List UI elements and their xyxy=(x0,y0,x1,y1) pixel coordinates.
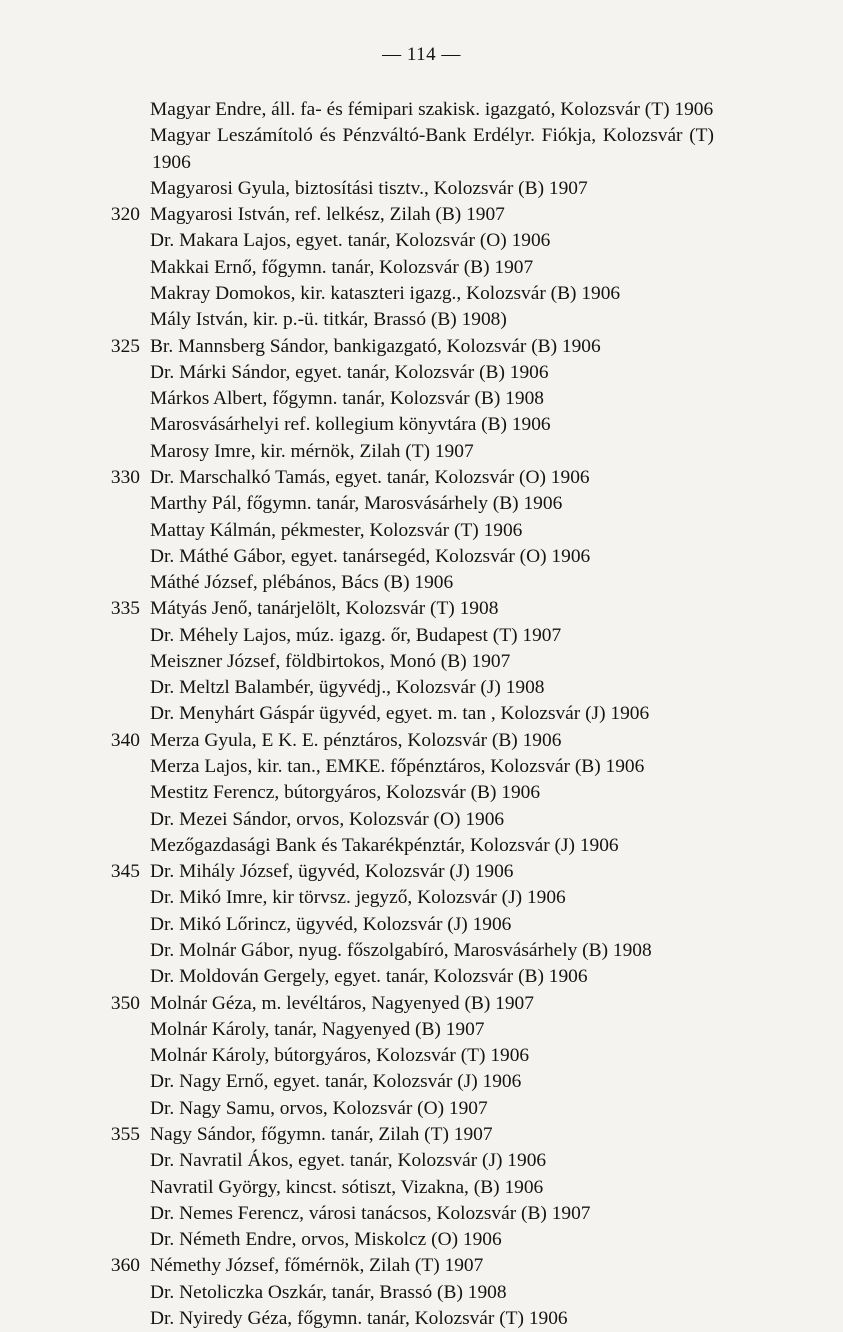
list-item xyxy=(102,491,714,517)
entry-text: Mátyás Jenő, tanárjelölt, Kolozsvár (T) 1908 xyxy=(150,598,499,620)
list-item xyxy=(102,1280,714,1306)
entry-text: Molnár Géza, m. levéltáros, Nagyenyed (B) 1907 xyxy=(150,992,534,1014)
page-number: — 114 — xyxy=(382,44,461,65)
entry-number: 335 xyxy=(110,598,140,620)
list-item xyxy=(102,728,714,754)
entry-number: 345 xyxy=(110,861,140,883)
list-item xyxy=(102,1227,714,1253)
list-item xyxy=(102,1253,714,1279)
entry-text: Dr. Nagy Ernő, egyet. tanár, Kolozsvár (J) 1906 xyxy=(150,1071,522,1093)
list-item xyxy=(102,1043,714,1069)
list-item xyxy=(102,991,714,1017)
list-item xyxy=(102,176,714,202)
entry-text: Márkos Albert, főgymn. tanár, Kolozsvár (B) 1908 xyxy=(150,388,544,410)
list-item xyxy=(102,1175,714,1201)
list-item xyxy=(102,1096,714,1122)
list-item xyxy=(102,544,714,570)
entry-text: Makkai Ernő, főgymn. tanár, Kolozsvár (B) 1907 xyxy=(150,256,534,278)
entry-text: Máthé József, plébános, Bács (B) 1906 xyxy=(150,572,454,594)
list-item xyxy=(102,596,714,622)
entry-text: Mestitz Ferencz, bútorgyáros, Kolozsvár (B) 1906 xyxy=(150,782,541,804)
list-item xyxy=(102,334,714,360)
entry-number: 340 xyxy=(110,729,140,751)
list-item xyxy=(102,1017,714,1043)
entry-text: Dr. Marschalkó Tamás, egyet. tanár, Kolozsvár (O) 1906 xyxy=(150,466,590,488)
entry-text: Magyar Leszámítoló és Pénzváltó-Bank Erdélyr. Fiókja, Kolozsvár (T) 1906 xyxy=(150,125,714,173)
entry-text: Dr. Méhely Lajos, múz. igazg. őr, Budapest (T) 1907 xyxy=(150,624,562,646)
list-item xyxy=(102,123,714,176)
list-item xyxy=(102,1122,714,1148)
entry-number: 355 xyxy=(110,1123,140,1145)
entry-text: Dr. Mihály József, ügyvéd, Kolozsvár (J) 1906 xyxy=(150,861,514,883)
list-item xyxy=(102,807,714,833)
entry-text: Magyarosi István, ref. lelkész, Zilah (B) 1907 xyxy=(150,204,505,226)
list-item xyxy=(102,859,714,885)
entry-text: Magyar Endre, áll. fa- és fémipari szakisk. igazgató, Kolozsvár (T) 1906 xyxy=(150,99,714,120)
list-item xyxy=(102,675,714,701)
entry-text: Navratil György, kincst. sótiszt, Vizakna, (B) 1906 xyxy=(150,1176,544,1198)
entry-number: 330 xyxy=(110,466,140,488)
list-item xyxy=(102,780,714,806)
entry-text: Dr. Molnár Gábor, nyug. főszolgabíró, Marosvásárhely (B) 1908 xyxy=(150,940,652,961)
entry-text: Dr. Nyiredy Géza, főgymn. tanár, Kolozsvár (T) 1906 xyxy=(150,1307,568,1329)
entry-text: Dr. Máthé Gábor, egyet. tanársegéd, Kolozsvár (O) 1906 xyxy=(150,545,591,567)
entry-text: Mattay Kálmán, pékmester, Kolozsvár (T) 1906 xyxy=(150,519,523,541)
list-item xyxy=(102,964,714,990)
list-item xyxy=(102,281,714,307)
entry-number: 350 xyxy=(110,992,140,1014)
entry-text: Mezőgazdasági Bank és Takarékpénztár, Kolozsvár (J) 1906 xyxy=(150,834,619,856)
member-list xyxy=(102,97,714,1332)
entry-text: Marthy Pál, főgymn. tanár, Marosvásárhely (B) 1906 xyxy=(150,493,563,515)
list-item xyxy=(102,307,714,333)
entry-text: Dr. Meltzl Balambér, ügyvédj., Kolozsvár (J) 1908 xyxy=(150,677,545,699)
list-item xyxy=(102,912,714,938)
entry-number: 325 xyxy=(110,335,140,357)
list-item xyxy=(102,701,714,727)
entry-text: Molnár Károly, tanár, Nagyenyed (B) 1907 xyxy=(150,1018,485,1040)
list-item xyxy=(102,97,714,123)
entry-number: 320 xyxy=(110,204,140,226)
entry-text: Meiszner József, földbirtokos, Monó (B) 1907 xyxy=(150,650,511,672)
entry-text: Dr. Netoliczka Oszkár, tanár, Brassó (B) 1908 xyxy=(150,1281,507,1303)
entry-text: Dr. Márki Sándor, egyet. tanár, Kolozsvár (B) 1906 xyxy=(150,361,549,383)
list-item xyxy=(102,412,714,438)
list-item xyxy=(102,439,714,465)
list-item xyxy=(102,1306,714,1332)
list-item xyxy=(102,1201,714,1227)
entry-text: Dr. Mikó Lőrincz, ügyvéd, Kolozsvár (J) 1906 xyxy=(150,913,512,935)
list-item xyxy=(102,570,714,596)
entry-text: Dr. Moldován Gergely, egyet. tanár, Kolozsvár (B) 1906 xyxy=(150,966,588,988)
list-item xyxy=(102,1148,714,1174)
entry-text: Molnár Károly, bútorgyáros, Kolozsvár (T) 1906 xyxy=(150,1045,530,1067)
entry-text: Dr. Navratil Ákos, egyet. tanár, Kolozsvár (J) 1906 xyxy=(150,1150,547,1172)
entry-text: Magyarosi Gyula, biztosítási tisztv., Kolozsvár (B) 1907 xyxy=(150,177,588,199)
list-item xyxy=(102,202,714,228)
list-item xyxy=(102,754,714,780)
entry-number: 360 xyxy=(110,1255,140,1277)
entry-text: Dr. Nemes Ferencz, városi tanácsos, Kolozsvár (B) 1907 xyxy=(150,1202,591,1224)
entry-text: Dr. Mezei Sándor, orvos, Kolozsvár (O) 1906 xyxy=(150,808,505,830)
entry-text: Merza Lajos, kir. tan., EMKE. főpénztáros, Kolozsvár (B) 1906 xyxy=(150,756,645,778)
list-item xyxy=(102,938,714,964)
list-item xyxy=(102,885,714,911)
entry-text: Merza Gyula, E K. E. pénztáros, Kolozsvár (B) 1906 xyxy=(150,729,562,751)
list-item xyxy=(102,1069,714,1095)
list-item xyxy=(102,465,714,491)
list-item xyxy=(102,833,714,859)
entry-text: Nagy Sándor, főgymn. tanár, Zilah (T) 1907 xyxy=(150,1123,493,1145)
entry-text: Dr. Mikó Imre, kir törvsz. jegyző, Kolozsvár (J) 1906 xyxy=(150,887,566,909)
entry-text: Némethy József, főmérnök, Zilah (T) 1907 xyxy=(150,1255,484,1277)
list-item xyxy=(102,360,714,386)
entry-text: Br. Mannsberg Sándor, bankigazgató, Kolozsvár (B) 1906 xyxy=(150,335,601,357)
list-item xyxy=(102,623,714,649)
entry-text: Dr. Nagy Samu, orvos, Kolozsvár (O) 1907 xyxy=(150,1097,488,1119)
entry-text: Marosvásárhelyi ref. kollegium könyvtára (B) 1906 xyxy=(150,414,551,436)
list-item xyxy=(102,386,714,412)
entry-text: Dr. Németh Endre, orvos, Miskolcz (O) 1906 xyxy=(150,1229,502,1251)
entry-text: Dr. Menyhárt Gáspár ügyvéd, egyet. m. tan , Kolozsvár (J) 1906 xyxy=(150,703,650,725)
entry-text: Marosy Imre, kir. mérnök, Zilah (T) 1907 xyxy=(150,440,474,462)
entry-text: Mály István, kir. p.-ü. titkár, Brassó (B) 1908) xyxy=(150,309,507,331)
list-item xyxy=(102,649,714,675)
list-item xyxy=(102,228,714,254)
list-item xyxy=(102,255,714,281)
entry-text: Dr. Makara Lajos, egyet. tanár, Kolozsvár (O) 1906 xyxy=(150,230,551,252)
entry-text: Makray Domokos, kir. kataszteri igazg., Kolozsvár (B) 1906 xyxy=(150,282,621,304)
list-item xyxy=(102,518,714,544)
